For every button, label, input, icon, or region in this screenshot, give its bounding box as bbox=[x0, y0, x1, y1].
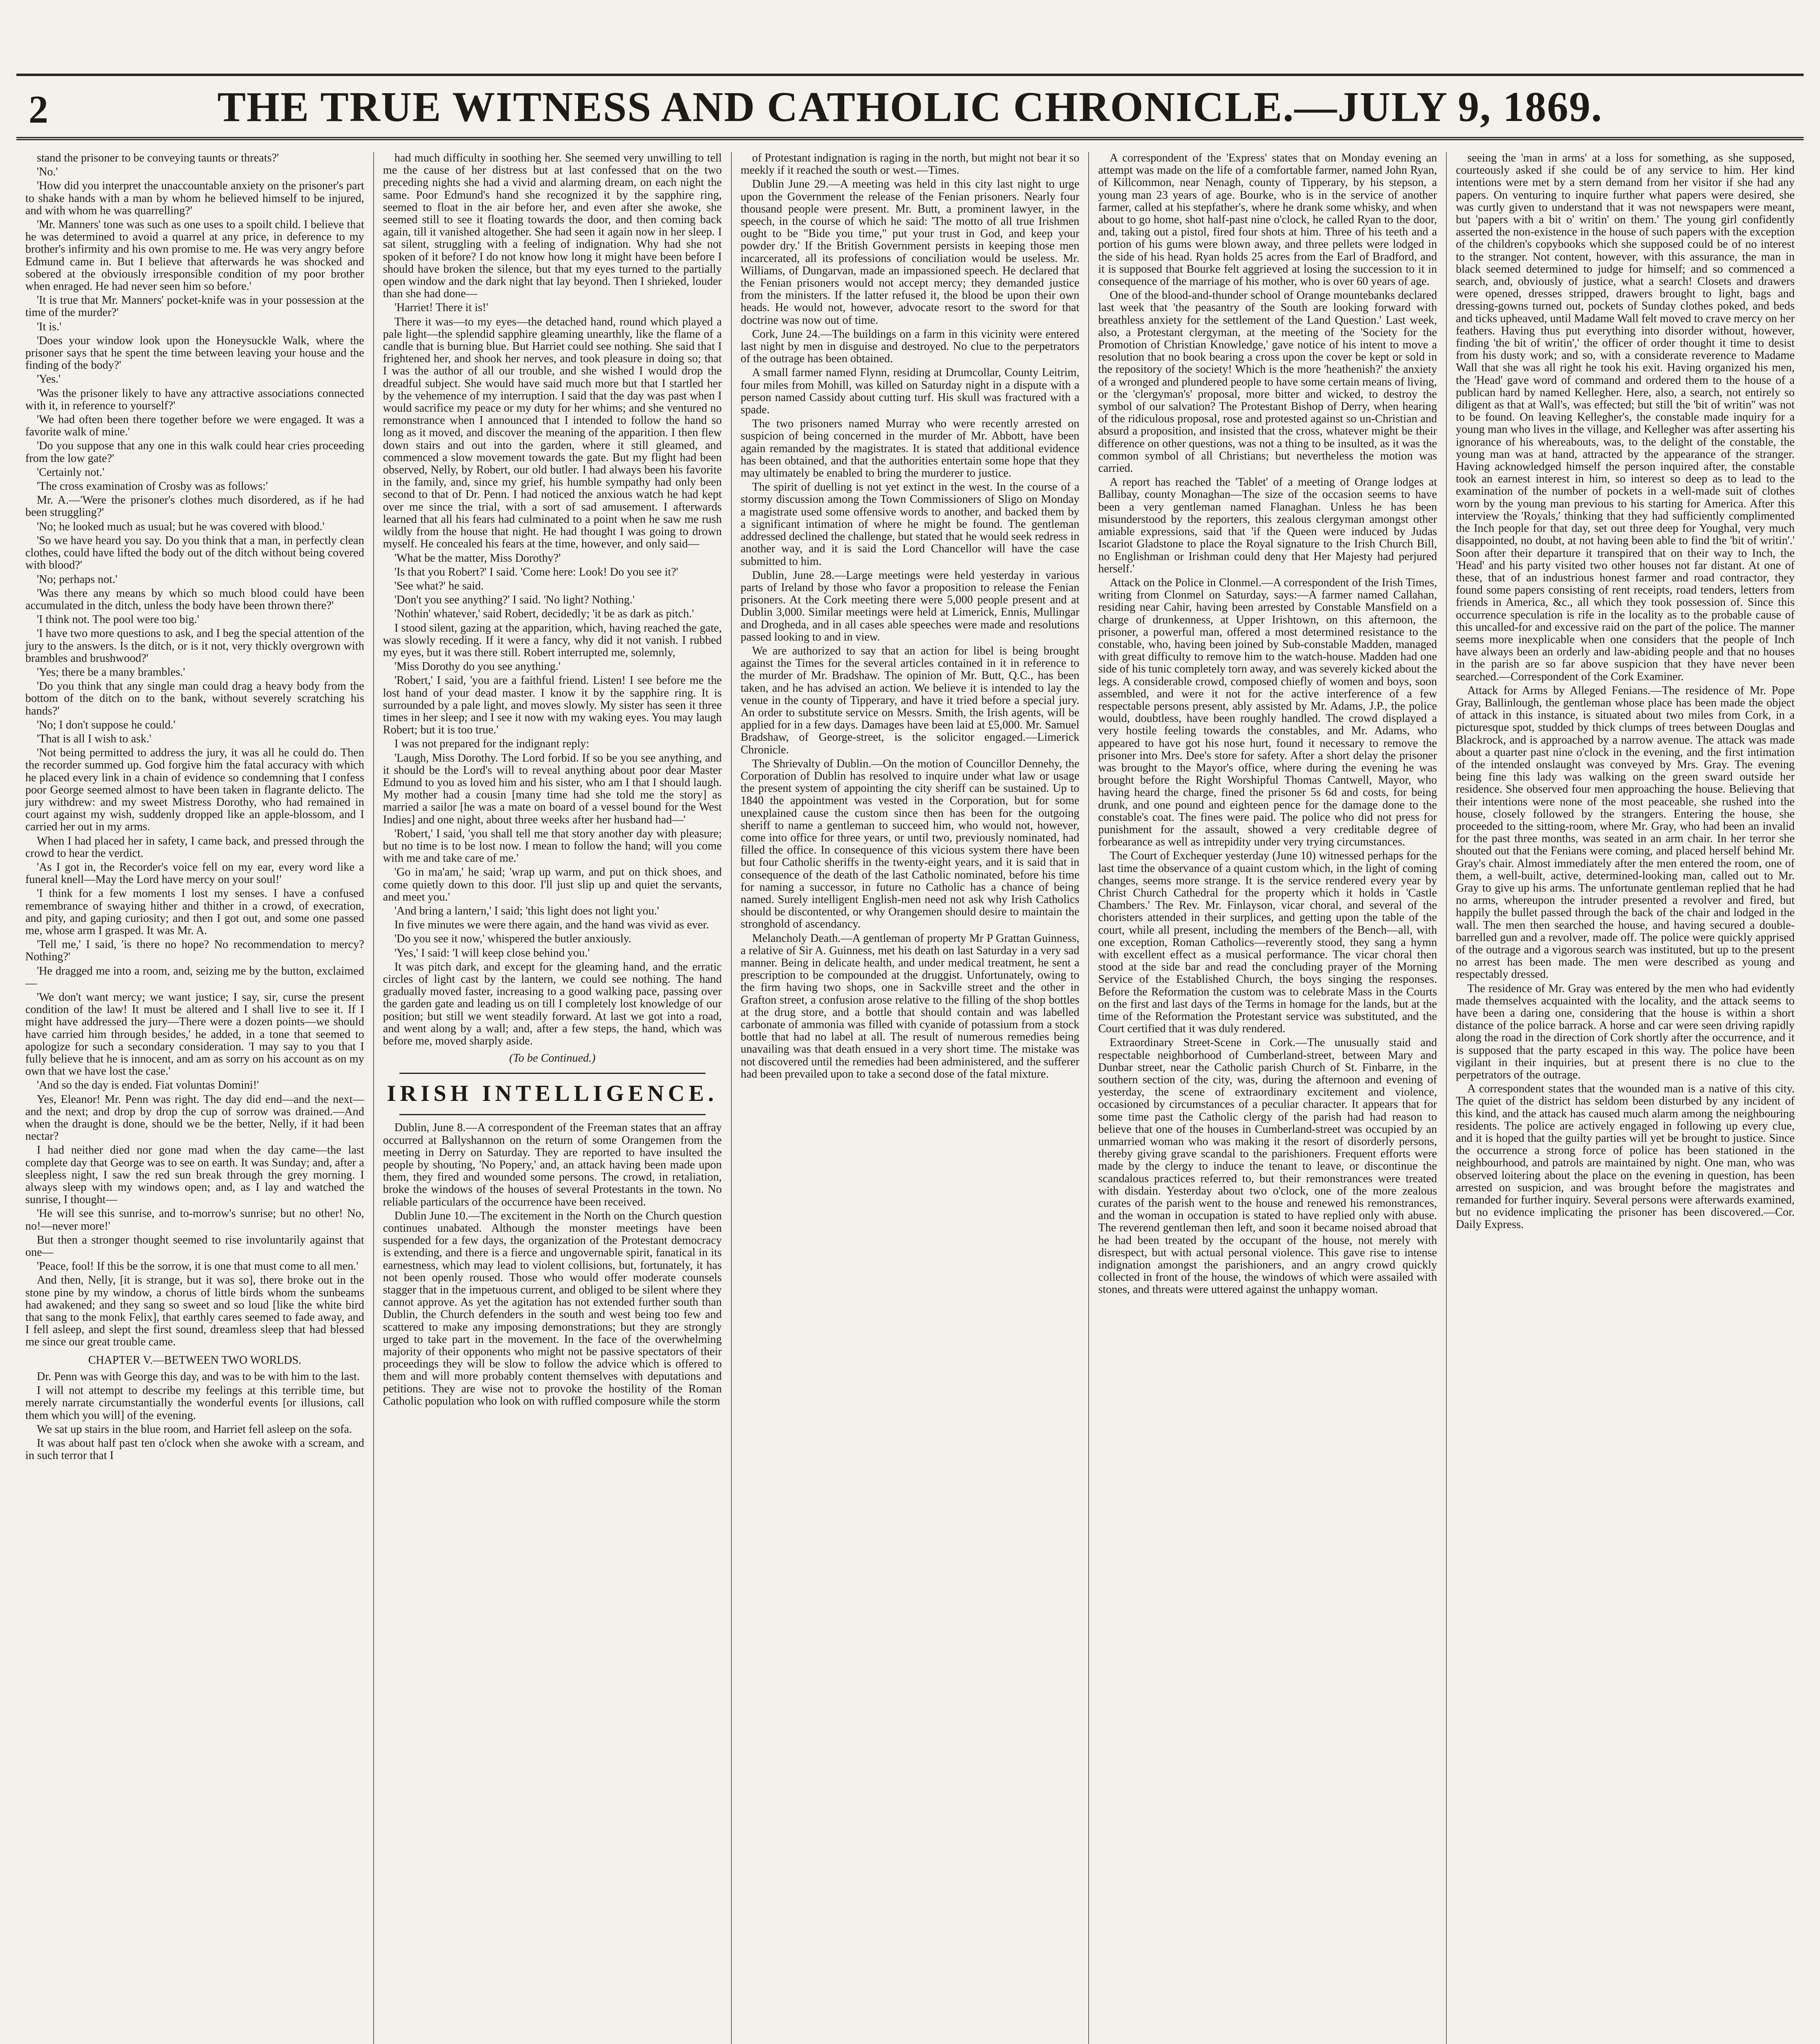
article-paragraph: 'Is that you Robert?' I said. 'Come here: Look! Do you see it?' bbox=[394, 565, 679, 578]
article-paragraph: 'Laugh, Miss Dorothy. The Lord forbid. If so be you see anything, and it should be the Lord's will to reveal anything about poor dear Master Edmund to you as loved him and his sister, who am I that I should laugh. My mother had a cousin [many time had she told me the story] as married a sailor [he was a mate on board of a vessel bound for the West Indies] and one night, about three weeks after her husband had—' bbox=[383, 751, 722, 826]
article-paragraph: 'Peace, fool! If this be the sorrow, it is one that must come to all men.' bbox=[37, 1260, 359, 1273]
article-paragraph: I had neither died nor gone mad when the day came—the last complete day that George was to see on earth. It was Sunday; and, after a sleepless night, I saw the red sun break through the grey morning. I always sleep with my windows open; and, as I lay and watched the sunrise, I thought— bbox=[25, 1144, 364, 1206]
article-paragraph: Cork, June 24.—The buildings on a farm in this vicinity were entered last night by men in disguise and destroyed. No clue to the perpetrators of the outrage has been obtained. bbox=[740, 327, 1080, 365]
article-paragraph: 'No.' bbox=[37, 166, 58, 179]
article-paragraph: Extraordinary Street-Scene in Cork.—The unusually staid and respectable neighborhood of Cumberland-street, between Mary and Dunbar street, near the Catholic parish Church of St. Finbarre, in the southern section of the city, was, during the afternoon and evening of yesterday, the scene of extraordinary excitement and violence, occasioned by circumstances of a peculiar character. It appears that for some time past the Catholic clergy of the parish had had reason to believe that one of the houses in Cumberland-street was occupied by an unmarried woman who was making it the resort of disorderly persons, thereby giving grave scandal to the parishioners. Frequent efforts were made by the clergy to induce the tenant to leave, or discontinue the scandalous practices referred to, but their remonstrances were treated with disdain. Yesterday about two o'clock, one of the more zealous curates of the parish went to the house and renewed his remonstrances, and the woman in occupation is stated to have replied only with abuse. The reverend gentleman then left, and soon it became noised abroad that he had been treated by the occupant of the house, not merely with disrespect, but with actual personal violence. This gave rise to intense indignation amongst the parishioners, and an angry crowd quickly collected in front of the house, the windows of which were assailed with stones, and threats were uttered against the unhappy woman. bbox=[1098, 1036, 1437, 1296]
article-paragraph: 'Go in ma'am,' he said; 'wrap up warm, and put on thick shoes, and come quietly down to this door. I'll just slip up and quiet the servants, and meet you.' bbox=[383, 866, 722, 903]
article-paragraph: 'Do you see it now,' whispered the butler anxiously. bbox=[394, 932, 632, 946]
article-paragraph: The residence of Mr. Gray was entered by the men who had evidently made themselves acquainted with the locality, and the attack seems to have been a daring one, considering that the house is within a short distance of the police barrack. A horse and car were seen driving rapidly along the road in the direction of Cork shortly after the occurrence, and it is supposed that the party escaped in this way. The police have been vigilant in their inquiries, but at present there is no clue to the perpetrators of the outrage. bbox=[1456, 982, 1795, 1082]
article-paragraph: 'And bring a lantern,' I said; 'this light does not light you.' bbox=[394, 904, 659, 917]
article-paragraph: 'And so the day is ended. Fiat voluntas Domini!' bbox=[37, 1079, 259, 1092]
article-paragraph: 'Nothin' whatever,' said Robert, decidedly; 'it be as dark as pitch.' bbox=[394, 607, 694, 621]
section-divider-rule bbox=[399, 1114, 706, 1115]
article-paragraph: 'Tell me,' I said, 'is there no hope? No recommendation to mercy? Nothing?' bbox=[25, 938, 364, 964]
article-paragraph: 'He will see this sunrise, and to-morrow's sunrise; but no other! No, no!—never more!' bbox=[25, 1207, 364, 1233]
article-paragraph: 'Robert,' I said, 'you shall tell me that story another day with pleasure; but no time is to be lost now. I mean to follow the hand; will you come with me and take care of me.' bbox=[383, 827, 722, 865]
article-paragraph: 'Do you suppose that any one in this walk could hear cries proceeding from the low gate?' bbox=[25, 439, 364, 465]
article-paragraph: And then, Nelly, [it is strange, but it was so], there broke out in the stone pine by my window, a chorus of little birds whom the sunbeams had awakened; and they sang so sweet and so loud [like the white bird that sang to the monk Felix], that earthly cares seemed to fade away, and I fell asleep, and slept the first sound, dreamless sleep that had blessed me since our great trouble came. bbox=[25, 1274, 364, 1349]
article-paragraph: had much difficulty in soothing her. She seemed very unwilling to tell me the cause of her distress but at last confessed that on the two preceding nights she had a vivid and alarming dream, on each night the same. Poor Edmund's hand she recognized it by the sapphire ring, seemed to float in the air before her, and even after she awoke, she seemed still to see it floating towards the door, and then coming back again, till it vanished altogether. She had seen it again now in her sleep. I sat silent, struggling with a feeling of indignation. Why had she not spoken of it before? I do not know how long it might have been before I should have broken the silence, but that my eyes turned to the partially open window and the dark night that lay beyond. Then I shrieked, louder than she had done— bbox=[383, 152, 722, 300]
article-paragraph: The spirit of duelling is not yet extinct in the west. In the course of a stormy discussion among the Town Commissioners of Sligo on Monday a magistrate used some offensive words to another, and backed them by a significant intimation of where he might be found. The gentleman addressed declined the challenge, but stated that he would seek redress in another way, and it is said the Lord Chancellor will have the case submitted to him. bbox=[740, 481, 1080, 568]
article-paragraph: 'No; he looked much as usual; but he was covered with blood.' bbox=[37, 520, 325, 533]
article-paragraph: The Court of Exchequer yesterday (June 10) witnessed perhaps for the last time the observance of a quaint custom which, in the light of coming changes, seems more strange. It is the service rendered every year by Christ Church Cathedral for the property which it holds in 'Castle Chambers.' The Rev. Mr. Finlayson, vicar choral, and several of the choristers attended in their surplices, and getting upon the table of the court, while all present, including the members of the Bench—all, with one exception, Roman Catholics—reverently stood, they sang a hymn with excellent effect as a musical performance. The vicar choral then stood at the side bar and read the concluding prayer of the Morning Service of the Established Church, the boys singing the responses. Before the Reformation the custom was to celebrate Mass in the Courts on the first and last days of the Terms in homage for the lands, but at the time of the Reformation the Protestant service was substituted, and the Court certified that it was duly rendered. bbox=[1098, 849, 1437, 1035]
column-5 bbox=[1446, 152, 1804, 2044]
article-paragraph: Yes, Eleanor! Mr. Penn was right. The day did end—and the next—and the next; and drop by drop the cup of sorrow was drained.—And when the draught is done, should we be the better, Nelly, if it had been nectar? bbox=[25, 1093, 364, 1143]
column-3 bbox=[731, 152, 1089, 2044]
article-paragraph: Dublin, June 8.—A correspondent of the Freeman states that an affray occurred at Ballyshannon on the return of some Orangemen from the meeting in Derry on Saturday. They are reported to have insulted the people by shouting, 'No Popery,' and, an attack having been made upon them, they fired and wounded some persons. The crowd, in retaliation, broke the windows of the houses of several Protestants in the town. No reliable particulars of the occurrence have been received. bbox=[383, 1121, 722, 1208]
article-paragraph: Mr. A.—'Were the prisoner's clothes much disordered, as if he had been struggling?' bbox=[25, 494, 364, 519]
article-paragraph: I was not prepared for the indignant reply: bbox=[394, 737, 589, 751]
article-paragraph: 'As I got in, the Recorder's voice fell on my ear, every word like a funeral knell—May the Lord have mercy on your soul!' bbox=[25, 861, 364, 886]
article-paragraph: Dublin June 10.—The excitement in the North on the Church question continues unabated. Although the monster meetings have been suspended for a few days, the organization of the Protestant democracy is extending, and there is a fierce and ungovernable spirit, fanatical in its earnestness, which may lead to violent collisions, but, fortunately, it has not been openly roused. Those who would offer moderate counsels stagger that in the impetuous current, and obliged to be silent where they cannot approve. As yet the agitation has not extended further south than Dublin, the Church defenders in the south and west being too few and scattered to make any imposing demonstrations; but they are strongly urged to take part in the movement. In the face of the overwhelming majority of their opponents who might not be passive spectators of their proceedings they will be slow to follow the advice which is offered to them and will more probably content themselves with deputations and petitions. They are wise not to provoke the hostility of the Roman Catholic population who look on with ruffled composure while the storm bbox=[383, 1209, 722, 1407]
masthead bbox=[16, 61, 1804, 147]
article-paragraph: Dr. Penn was with George this day, and was to be with him to the last. bbox=[37, 1370, 360, 1383]
page-number: 2 bbox=[29, 87, 48, 131]
article-paragraph: 'Does your window look upon the Honeysuckle Walk, where the prisoner says that he spent the time between leaving your house and the finding of the body?' bbox=[25, 334, 364, 372]
article-paragraph: One of the blood-and-thunder school of Orange mountebanks declared last week that 'the peasantry of the South are looking forward with breathless anxiety for the settlement of the Land Question.' Last week, also, a Protestant clergyman, at the meeting of the 'Society for the Promotion of Christian Knowledge,' gave notice of his intent to move a resolution that no book bearing a cross upon the cover be kept or sold in the repository of the society! Which is the more 'heathenish?' the anxiety of a wronged and plundered people to have some certain means of living, or the 'clergyman's' proposal, more bitter and wicked, to destroy the symbol of our salvation? The Protestant Bishop of Derry, when hearing of the ridiculous proposal, rose and protested against so un-Christian and absurd a proposition, and insisted that the cross, whatever might be their difference on other questions, was not a thing to be insulted, as it was the common symbol of all Christians; but nevertheless the motion was carried. bbox=[1098, 289, 1437, 475]
article-paragraph: Attack on the Police in Clonmel.—A correspondent of the Irish Times, writing from Clonmel on Saturday, says:—A farmer named Callahan, residing near Cahir, having been arrested by Constable Mansfield on a charge of drunkenness, at Upper Irishtown, on this afternoon, the prisoner, a powerful man, offered a most determined resistance to the constable, who, having been joined by Sub-constable Madden, managed with great difficulty to remove him to the watch-house. Madden had one side of his tunic completely torn away, and was severely kicked about the legs. A considerable crowd, composed chiefly of women and boys, soon assembled, and were it not for the active interference of a few respectable persons present, ably assisted by Mr. Adams, J.P., the police would, doubtless, have been roughly handled. The crowd displayed a very hostile feeling towards the constables, and Mr. Adams, who appeared to have got his nose hurt, found it necessary to remove the prisoner into Mrs. Dee's store for safety. After a short delay the prisoner was brought to the Mayor's office, where during the evening he was brought before the Right Worshipful Thomas Cantwell, Mayor, who having heard the charge, fined the prisoner 5s 6d and costs, for being drunk, and one pound and eighteen pence for the damage done to the constable's coat. The fines were paid. The police who did not press for punishment for the assault, showed a very creditable degree of forbearance as well as intrepidity under very trying circumstances. bbox=[1098, 576, 1437, 849]
to-be-continued-note: (To be Continued.) bbox=[509, 1052, 596, 1065]
article-paragraph: 'Certainly not.' bbox=[37, 466, 105, 479]
column-1 bbox=[16, 152, 373, 2044]
article-paragraph: Melancholy Death.—A gentleman of property Mr P Grattan Guinness, a relative of Sir A. Guinness, met his death on last Saturday in a very sad manner. Being in delicate health, and under medical treatment, he sent a prescription to be compounded at the druggist. Unfortunately, owing to the firm having two shops, one in Sackville street and the other in Grafton street, a confusion arose relative to the filling of the shop bottles at the drug store, and a bottle that should contain and was labelled carbonate of ammonia was filled with cyanide of potassium from a stock bottle that had no label at all. The result of numerous remedies being unavailing was that death ensued in a very short time. The mistake was not discovered until the remedies had been administered, and the sufferer had been prevailed upon to take a second dose of the fatal mixture. bbox=[740, 932, 1080, 1080]
article-paragraph: It was about half past ten o'clock when she awoke with a scream, and in such terror that I bbox=[25, 1437, 364, 1462]
article-paragraph: stand the prisoner to be conveying taunts or threats?' bbox=[37, 152, 279, 164]
article-paragraph: There it was—to my eyes—the detached hand, round which played a pale light—the splendid sapphire gleaming unearthly, like the flame of a candle that is burning blue. But Harriet could see nothing. She said that I frightened her, and shook her nerves, and took pleasure in doing so; that I was the author of all our trouble, and she wished I would drop the dreadful subject. She would have said much more but that I startled her by the vehemence of my interruption. I said that the day was past when I would sacrifice my peace or my duty for her whims; and she ventured no remonstrance when I announced that I intended to follow the hand so long as it moved, and discover the meaning of the apparition. I then flew down stairs and out into the garden, where it still gleamed, and commenced a slow movement towards the gate. But my flight had been observed, Nelly, by Robert, our old butler. I had always been his favorite in the family, and, since my grief, his humble sympathy had only been second to that of Dr. Penn. I had noticed the anxious watch he had kept over me since the trial, with a sort of sad amusement. I afterwards learned that all his fears had culminated to a point when he saw me rush wildly from the house that night. He had thought I was going to drown myself. He concealed his fears at the time, however, and only said— bbox=[383, 315, 722, 551]
article-paragraph: 'Robert,' I said, 'you are a faithful friend. Listen! I see before me the lost hand of your dead master. I know it by the sapphire ring. It is surrounded by a pale light, and moves slowly. My sister has seen it three times in her sleep; and I see it now with my waking eyes. You may laugh Robert; but it is too true.' bbox=[383, 674, 722, 737]
article-paragraph: 'I think not. The pool were too big.' bbox=[37, 613, 199, 626]
article-paragraph: 'I have two more questions to ask, and I beg the special attention of the jury to the answers. Is the ditch, or is it not, very thickly overgrown with brambles and brushwood?' bbox=[25, 627, 364, 665]
article-paragraph: 'Yes; there be a many brambles.' bbox=[37, 666, 185, 679]
masthead-bottom-rule bbox=[16, 137, 1804, 140]
section-heading: IRISH INTELLIGENCE. bbox=[387, 1081, 718, 1107]
newspaper-title: THE TRUE WITNESS AND CATHOLIC CHRONICLE.—JULY 9, 1869. bbox=[217, 83, 1603, 130]
article-paragraph: 'He dragged me into a room, and, seizing me by the button, exclaimed— bbox=[25, 964, 364, 990]
article-paragraph: Attack for Arms by Alleged Fenians.—The residence of Mr. Pope Gray, Ballinlough, the gentleman whose place has been made the object of attack in this instance, is situated about two miles from Cork, in a picturesque spot, studded by thick clumps of trees between Douglas and Blackrock, and is approached by a narrow avenue. The attack was made about a quarter past nine o'clock in the evening, and the first intimation of the intended onslaught was conveyed by Mrs. Gray. The evening being fine this lady was walking on the green sward outside her residence. She observed four men approaching the house. Believing that their intentions were none of the most peaceable, she rushed into the house, closely followed by the strangers. Entering the house, she proceeded to the sitting-room, where Mr. Gray, who had been an invalid for the past three months, was seated in an arm chair. In her terror she shouted out that the Fenians were coming, and placed herself behind Mr. Gray's chair. Almost immediately after the men entered the room, one of them, a well-built, active, determined-looking man, called out to Mr. Gray to give up his arms. The unfortunate gentleman replied that he had no arms, whereupon the intruder presented a revolver and fired, but happily the bullet passed through the back of the chair and lodged in the wall. The men then searched the house, and having secured a double-barrelled gun and a revolver, made off. The police were quickly apprised of the outrage and a vigorous search was instituted, but up to the present no arrest has been made. The men were described as young and respectably dressed. bbox=[1456, 684, 1795, 981]
article-paragraph: of Protestant indignation is raging in the north, but might not bear it so meekly if it reached the south or west.—Times. bbox=[740, 152, 1080, 177]
article-paragraph: 'Was the prisoner likely to have any attractive associations connected with it, in reference to yourself?' bbox=[25, 387, 364, 412]
article-columns bbox=[16, 152, 1804, 2044]
article-paragraph: I will not attempt to describe my feelings at this terrible time, but merely narrate circumstantially the wonderful events [or illusions, call them which you will] of the evening. bbox=[25, 1384, 364, 1422]
article-paragraph: 'Was there any means by which so much blood could have been accumulated in the ditch, unless the body have been thrown there?' bbox=[25, 587, 364, 612]
article-paragraph: Dublin June 29.—A meeting was held in this city last night to urge upon the Government the release of the Fenian prisoners. Nearly four thousand people were present. Mr. Butt, a prominent lawyer, in the speech, in the course of which he said: 'The motto of all true Irishmen ought to be "Bide you time," put your trust in God, and keep your powder dry.' If the British Government persists in keeping those men incarcerated, all its professions of conciliation would be useless. Mr. Williams, of Dungarvan, made an impassioned speech. He declared that the Fenian prisoners would not accept mercy; they demanded justice from the ministers. If the latter refused it, the blood be upon their own heads. He would not, however, advocate resort to the sword for that doctrine was now out of time. bbox=[740, 178, 1080, 327]
article-paragraph: A correspondent of the 'Express' states that on Monday evening an attempt was made on the life of a comfortable farmer, named John Ryan, of Killcommon, near Nenagh, county of Tipperary, by his stepson, a young man 23 years of age. Bourke, who is in the service of another farmer, called at his stepfather's, where he drank some whisky, and when about to go home, shot half-past nine o'clock, he called Ryan to the door, and, taking out a pistol, fired four shots at him. Three of his teeth and a portion of his gums were blown away, and three pellets were lodged in the side of his head. Ryan holds 25 acres from the Earl of Bradford, and it is supposed that Bourke felt aggrieved at losing the succession to it in consequence of the marriage of his mother, who is over 60 years of age. bbox=[1098, 152, 1437, 288]
masthead-top-rule bbox=[16, 74, 1804, 76]
article-paragraph: 'Miss Dorothy do you see anything.' bbox=[394, 660, 561, 673]
article-paragraph: 'No; perhaps not.' bbox=[37, 573, 118, 586]
article-paragraph: 'Harriet! There it is!' bbox=[394, 301, 489, 314]
article-paragraph: The Shrievalty of Dublin.—On the motion of Councillor Dennehy, the Corporation of Dublin has resolved to inquire under what law or usage the present system of appointing the city sheriff can be sustained. Up to 1840 the appointment was vested in the Corporation, but for some unexplained cause the custom since then has been for the outgoing sheriff to name a gentleman to succeed him, who would not, however, come into office for three years, or until two, previously nominated, had filled the office. In consequence of this vicious system there have been but four Catholic sheriffs in the twenty-eight years, and it is said that in consequence of the death of the last Catholic nominated, before his time for naming a successor, in future no Catholic has a chance of being named. Surely intelligent English-men need not ask why Irish Catholics should be discontented, or why Orangemen should desire to maintain the stronghold of ascendancy. bbox=[740, 757, 1080, 931]
article-paragraph: I stood silent, gazing at the apparition, which, having reached the gate, was slowly receding. If it were a fancy, why did it not vanish. I rubbed my eyes, but it was there still. Robert interrupted me, solemnly, bbox=[383, 621, 722, 659]
article-paragraph: 'How did you interpret the unaccountable anxiety on the prisoner's part to shake hands with a man by whom he believed himself to be injured, and with whom he was quarrelling?' bbox=[25, 179, 364, 217]
article-paragraph: In five minutes we were there again, and the hand was vivid as ever. bbox=[394, 919, 709, 932]
article-paragraph: seeing the 'man in arms' at a loss for something, as she supposed, courteously asked if she could be of any service to him. Her kind intentions were met by a stern demand from her visitor if she had any papers. On venturing to inquire further what papers were desired, she was curtly given to understand that it was not newspapers were meant, but 'papers with a bit o' writin' on them.' The young girl confidently asserted the non-existence in the house of such papers with the exception of the children's copybooks which she supposed could be of no interest to the stranger. Not content, however, with this assurance, the man in black seemed determined to judge for himself; and so commenced a search, and, obviously of justice, what a search! Closets and drawers were opened, dresses stripped, drawers brought to light, bags and dressing-gowns turned out, pockets of Sunday clothes poked, and beds and ticks upheaved, until Madame Wall felt moved to crave mercy on her feathers. Having thus put everything into disorder without, however, finding 'the bit of writin',' the officer of order thought it time to desist from his dusty work; and so, with a considerate reverence to Madame Wall that she was all right he took his exit. Having organized his men, the 'Head' gave word of command and ordered them to the house of a publican hard by named Kellegher. Here, also, a search, not entirely so diligent as that at Wall's, was effected; but still the 'bit of writin'' was not to be found. On leaving Kellegher's, the constable made inquiry for a young man who lives in the village, and Kellegher was after asserting his ignorance of his whereabouts, was, to the delight of the constable, the young man was at hand, attracted by the appearance of the stranger. Having acknowledged himself the person inquired after, the constable took an earnest interest in him, so interest so deep as to lead to the examination of the number of pockets in a well-made suit of clothes worn by the young man previous to his starting for America. After this interview the 'Royals,' thinking that they had sufficiently complimented the Inch people for that day, set out three deep for Youghal, very much disappointed, no doubt, at not having been able to find the 'bit of writin'.' Soon after their departure it transpired that on their way to Inch, the 'Head' and his party visited two other houses not far distant. At one of these, that of an industrious honest farmer and road contractor, they found some papers consisting of rent receipts, road tenders, letters from friends in America, &c., all which they took possession of. Since this occurrence speculation is rife in the locality as to the probable cause of this uncalled-for and excessive raid on the part of the police. The manner seems more inexplicable when one considers that the people of Inch have always been an orderly and law-abiding people and that no houses in the parish are so far above suspicion that they have never been searched.—Correspondent of the Cork Examiner. bbox=[1456, 152, 1795, 683]
article-paragraph: The two prisoners named Murray who were recently arrested on suspicion of being concerned in the murder of Mr. Abbott, have been again remanded by the magistrates. It is stated that additional evidence has been obtained, and that the authorities entertain some hope that they may ultimately be enabled to bring the murderer to justice. bbox=[740, 417, 1080, 480]
article-paragraph: 'Yes.' bbox=[37, 373, 61, 386]
article-paragraph: 'Don't you see anything?' I said. 'No light? Nothing.' bbox=[394, 594, 635, 607]
article-paragraph: 'What be the matter, Miss Dorothy?' bbox=[394, 551, 561, 565]
article-paragraph: A report has reached the 'Tablet' of a meeting of Orange lodges at Ballibay, county Monaghan—The size of the occasion seems to have been a very gentleman named Flanaghan. Unless he has been misunderstood by the reporters, this zealous clergyman amongst other amiable expressions, said that 'if the Queen were induced by Judas Iscariot Gladstone to place the Royal signature to the Irish Church Bill, no Englishman or Irishman could deny that Her Majesty had perjured herself.' bbox=[1098, 476, 1437, 575]
section-divider-rule bbox=[399, 1073, 706, 1074]
chapter-heading: CHAPTER V.—BETWEEN TWO WORLDS. bbox=[88, 1354, 302, 1367]
column-4 bbox=[1088, 152, 1446, 2044]
article-paragraph: We sat up stairs in the blue room, and Harriet fell asleep on the sofa. bbox=[37, 1423, 352, 1436]
article-paragraph: 'We had often been there together before we were engaged. It was a favorite walk of mine.' bbox=[25, 413, 364, 439]
article-paragraph: 'So we have heard you say. Do you think that a man, in perfectly clean clothes, could have lifted the body out of the ditch without being covered with blood?' bbox=[25, 534, 364, 572]
article-paragraph: A correspondent states that the wounded man is a native of this city. The quiet of the district has seldom been disturbed by any incident of this kind, and the attack has caused much alarm among the neighbouring residents. The police are actively engaged in following up every clue, and it is hoped that the guilty parties will yet be brought to justice. Since the occurrence a strong force of police has been stationed in the neighbourhood, and patrols are maintained by night. One man, who was observed loitering about the place on the evening in question, has been arrested on suspicion, and was brought before the magistrates and remanded for further inquiry. Several persons were afterwards examined, but no evidence implicating the prisoner has been discovered.—Cor. Daily Express. bbox=[1456, 1083, 1795, 1231]
column-2 bbox=[373, 152, 731, 2044]
article-paragraph: It was pitch dark, and except for the gleaming hand, and the erratic circles of light cast by the lantern, we could see nothing. The hand gradually moved faster, increasing to a good walking pace, passing over the garden gate and leading us on till I completely lost knowledge of our position; but still we went steadily forward. At last we got into a road, and went along by a wall; and, after a few steps, the hand, which was before me, moved sharply aside. bbox=[383, 960, 722, 1048]
article-paragraph: 'The cross examination of Crosby was as follows:' bbox=[37, 480, 268, 493]
article-paragraph: A small farmer named Flynn, residing at Drumcollar, County Leitrim, four miles from Mohill, was killed on Saturday night in a dispute with a person named Cassidy about cutting turf. His skull was fractured with a spade. bbox=[740, 366, 1080, 417]
article-paragraph: 'No; I don't suppose he could.' bbox=[37, 718, 176, 731]
article-paragraph: 'I think for a few moments I lost my senses. I have a confused remembrance of swaying hither and thither in a crowd, of execration, and pity, and gaping curiosity; and then I got out, and some one passed me, whose arm I grasped. It was Mr. A. bbox=[25, 887, 364, 937]
article-paragraph: 'See what?' he said. bbox=[394, 579, 484, 592]
article-paragraph: We are authorized to say that an action for libel is being brought against the Times for the several articles contained in it in reference to the murder of Mr. Bradshaw. The opinion of Mr. Butt, Q.C., has been taken, and he has advised an action. We believe it is intended to lay the venue in the county of Tipperary, and have it tried before a special jury. An order to substitute service on Messrs. Smith, the Irish agents, will be applied for in a few days. Damages have been laid at £5,000. Mr. Samuel Bradshaw, of George-street, is the solicitor engaged.—Limerick Chronicle. bbox=[740, 644, 1080, 756]
article-paragraph: 'Not being permitted to address the jury, it was all he could do. Then the recorder summed up. God forgive him the fatal accuracy with which he placed every link in a chain of evidence so condemning that I confess poor George seemed almost to have been taken in flagrante delicto. The jury withdrew: and my sweet Mistress Dorothy, who had remained in court against my wish, suddenly dropped like an apple-blossom, and I carried her out in my arms. bbox=[25, 746, 364, 834]
article-paragraph: 'Mr. Manners' tone was such as one uses to a spoilt child. I believe that he was determined to avoid a quarrel at any price, in deference to my brother's infirmity and his own promise to me. He was very angry before Edmund came in. But I believe that afterwards he was shocked and sobered at the obviously irresponsible condition of my poor brother when enraged. He had never seen him so before.' bbox=[25, 218, 364, 293]
article-paragraph: 'It is true that Mr. Manners' pocket-knife was in your possession at the time of the murder?' bbox=[25, 294, 364, 319]
article-paragraph: 'That is all I wish to ask.' bbox=[37, 732, 152, 745]
article-paragraph: Dublin, June 28.—Large meetings were held yesterday in various parts of Ireland by those who favor a proposition to release the Fenian prisoners. At the Cork meeting there were 5,000 people present and at Dublin 3,000. Similar meetings were held at Limerick, Ennis, Mullingar and Drogheda, and in all cases able speeches were made and resolutions passed looking to and in view. bbox=[740, 569, 1080, 643]
article-paragraph: 'Yes,' I said: 'I will keep close behind you.' bbox=[394, 946, 590, 959]
article-paragraph: 'Do you think that any single man could drag a heavy body from the bottom of the ditch on to the bank, without severely scratching his hands?' bbox=[25, 680, 364, 717]
article-paragraph: But then a stronger thought seemed to rise involuntarily against that one— bbox=[25, 1233, 364, 1259]
article-paragraph: When I had placed her in safety, I came back, and pressed through the crowd to hear the verdict. bbox=[25, 834, 364, 860]
article-paragraph: 'We don't want mercy; we want justice; I say, sir, curse the present condition of the law! It must be altered and I shall live to see it. If I might have addressed the jury—There were a dozen points—we should have carried him through besides,' he added, in a tone that seemed to apologize for such a secondary consideration. 'I may say to you that I fully believe that he is innocent, and am as sorry on his account as on my own that we have lost the case.' bbox=[25, 991, 364, 1078]
article-paragraph: 'It is.' bbox=[37, 320, 62, 333]
